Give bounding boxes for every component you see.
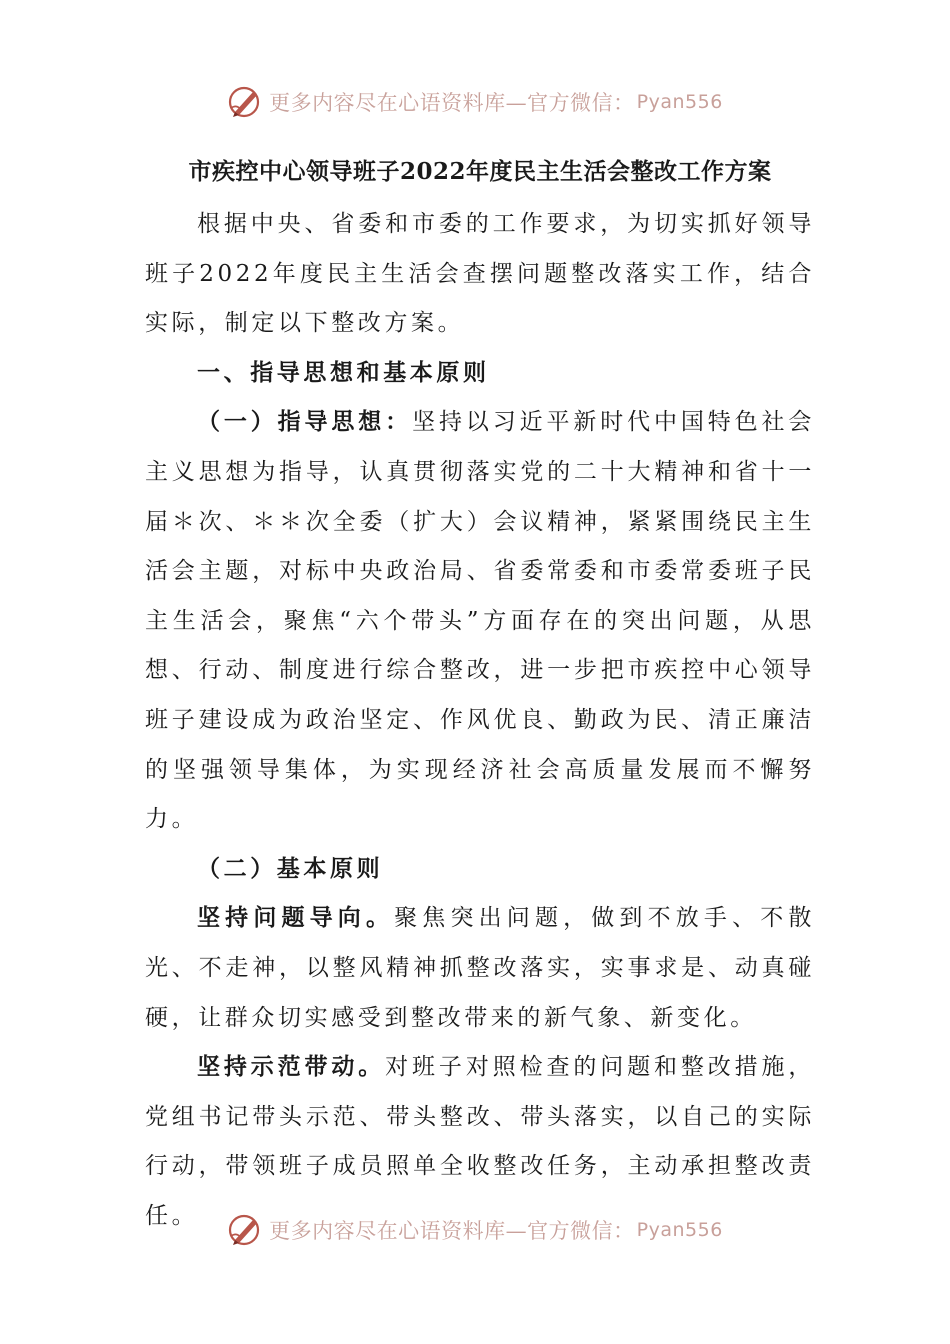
principle-1-text: 聚焦突出问题，做到不放手、不散光、不走神，以整风精神抓整改落实，实事求是、动真碰硬，让群众切实感受到整改带来的新气象、新变化。 [145, 905, 816, 1031]
guiding-ideology-text: 坚持以习近平新时代中国特色社会主义思想为指导，认真贯彻落实党的二十大精神和省十一届＊次、＊＊次全委（扩大）会议精神，紧紧围绕民主生活会主题，对标中央政治局、省委常委和市委常委班子民主生活会，聚焦“六个带头”方面存在的突出问题，从思想、行动、制度进行综合整改，进一步把市疾控中心领导班子建设成为政治坚定、作风优良、勤政为民、清正廉洁的坚强领导集体，为实现经济社会高质量发展而不懈努力。 [145, 409, 815, 833]
guiding-ideology-paragraph [145, 398, 815, 844]
watermark-wechat-id: Pyan556 [636, 91, 723, 113]
principle-2-text: 对班子对照检查的问题和整改措施，党组书记带头示范、带头整改、带头落实，以自己的实际行动，带领班子成员照单全收整改任务，主动承担整改责任。 [145, 1054, 815, 1229]
principle-1-label: 坚持问题导向。 [197, 905, 395, 932]
principle-2-label: 坚持示范带动。 [197, 1054, 386, 1081]
watermark-header [0, 80, 950, 124]
principle-problem-oriented [145, 894, 815, 1043]
watermark-wechat-id: Pyan556 [636, 1219, 723, 1241]
watermark-text: 更多内容尽在心语资料库—官方微信： [269, 1219, 635, 1243]
guiding-ideology-label: （一）指导思想： [197, 409, 413, 436]
section-heading-1: 一、指导思想和基本原则 [197, 359, 490, 386]
pen-logo-icon [227, 1212, 263, 1248]
pen-logo-icon [227, 84, 263, 120]
subsection-heading-basic-principles: （二）基本原则 [197, 855, 384, 882]
watermark-text: 更多内容尽在心语资料库—官方微信： [269, 91, 635, 115]
document-title: 市疾控中心领导班子2022年度民主生活会整改工作方案 [188, 158, 772, 185]
intro-paragraph: 根据中央、省委和市委的工作要求，为切实抓好领导班子2022年度民主生活会查摆问题整改落实工作，结合实际，制定以下整改方案。 [145, 211, 815, 337]
document-body [145, 144, 815, 1241]
watermark-footer [0, 1208, 950, 1252]
